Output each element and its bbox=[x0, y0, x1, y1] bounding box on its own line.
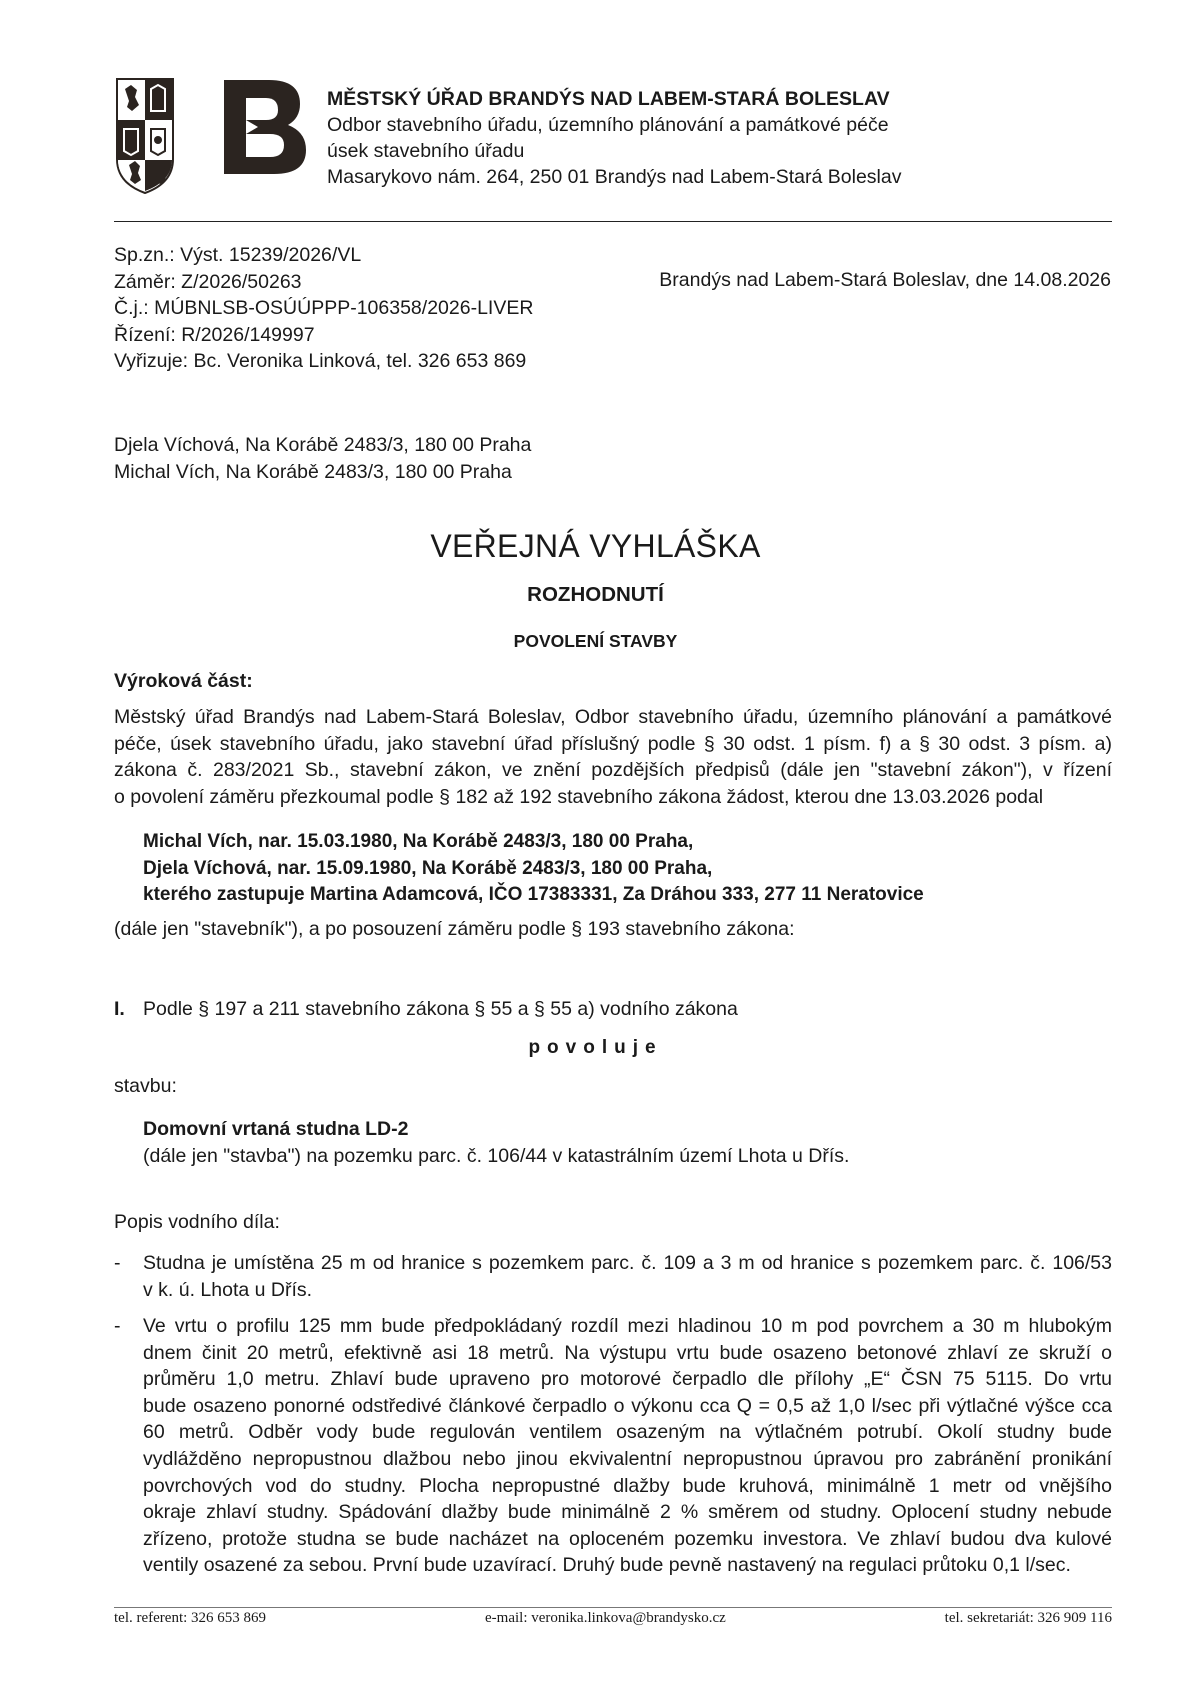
footer-secretariat-phone: tel. sekretariát: 326 909 116 bbox=[944, 1610, 1112, 1626]
list-line: vydlážděno nepropustnou dlažbou nebo jinou ekvivalentní nepropustnou úpravou pro zabránění pronikání bbox=[143, 1447, 1112, 1470]
list-line: dnem činit 20 metrů, efektivně asi 18 metrů. Na výstupu vrtu bude osazeno betonové zhlaví ze skruží o bbox=[143, 1341, 1112, 1364]
office-address: Masarykovo nám. 264, 250 01 Brandýs nad Labem-Stará Boleslav bbox=[327, 166, 902, 188]
document-title: VEŘEJNÁ VYHLÁŠKA bbox=[430, 528, 761, 564]
decision-heading: ROZHODNUTÍ bbox=[527, 583, 664, 606]
list-line: okraje zhlaví studny. Spádování dlažby bude minimálně 2 % směrem od studny. Oplocení studny nebude bbox=[143, 1501, 1112, 1524]
list-line: 60 metrů. Odběr vody bude regulován ventilem osazeným na výtlačném potrubí. Okolí studny bude bbox=[143, 1421, 1112, 1444]
point-number: I. bbox=[114, 998, 125, 1020]
recipient: Michal Vích, Na Korábě 2483/3, 180 00 Praha bbox=[114, 461, 512, 483]
list-bullet: - bbox=[114, 1252, 121, 1274]
footer-referent-phone: tel. referent: 326 653 869 bbox=[114, 1610, 267, 1626]
decision-point bbox=[114, 998, 738, 1021]
description-label: Popis vodního díla: bbox=[114, 1211, 280, 1233]
building-block bbox=[143, 1116, 849, 1170]
applicant-representative: kterého zastupuje Martina Adamcová, IČO 17383331, Za Dráhou 333, 277 11 Neratovice bbox=[143, 884, 924, 906]
list-item bbox=[114, 1250, 1112, 1303]
office-header bbox=[327, 86, 902, 190]
project-number: Záměr: Z/2026/50263 bbox=[114, 270, 302, 293]
list-line: zřízeno, protože studna se bude nacházet na oploceném pozemku investora. Ve zhlaví budou dva kulové bbox=[143, 1527, 1112, 1550]
paragraph-line: zákona č. 283/2021 Sb., stavební zákon, ve znění pozdějších předpisů (dále jen "stavební zákon"), v řízení bbox=[114, 759, 1112, 782]
issue-date: Brandýs nad Labem-Stará Boleslav, dne 14.08.2026 bbox=[659, 269, 1111, 291]
applicant-list bbox=[143, 829, 924, 909]
permits-verb: povoluje bbox=[528, 1037, 663, 1058]
list-line: ventily osazené za sebou. První bude uzavírací. Druhý bude pevně nastavený na regulaci průtoku 0,1 l/sec. bbox=[143, 1554, 1071, 1577]
applicant: Djela Víchová, nar. 15.09.1980, Na Korábě 2483/3, 180 00 Praha, bbox=[143, 857, 713, 879]
file-mark: Sp.zn.: Výst. 15239/2026/VL bbox=[114, 244, 362, 266]
list-line: v k. ú. Lhota u Dřís. bbox=[143, 1278, 313, 1301]
footer-divider bbox=[114, 1607, 1112, 1608]
file-reference-block bbox=[114, 242, 533, 375]
footer-email: e-mail: veronika.linkova@brandysko.cz bbox=[485, 1610, 726, 1626]
office-name: MĚSTSKÝ ÚŘAD BRANDÝS NAD LABEM-STARÁ BOLESLAV bbox=[327, 88, 890, 110]
reference-number: Č.j.: MÚBNLSB-OSÚÚPPP-106358/2026-LIVER bbox=[114, 297, 534, 320]
paragraph-line: péče, úsek stavebního úřadu, jako stavební úřad příslušný podle § 30 odst. 1 písm. f) a § 30 odst. 3 písm. a) bbox=[114, 732, 1112, 755]
building-name: Domovní vrtaná studna LD-2 bbox=[143, 1118, 409, 1140]
handled-by: Vyřizuje: Bc. Veronika Linková, tel. 326 653 869 bbox=[114, 350, 527, 373]
department-section: úsek stavebního úřadu bbox=[327, 140, 525, 162]
applicant-definition: (dále jen "stavebník"), a po posouzení záměru podle § 193 stavebního zákona: bbox=[114, 918, 795, 940]
point-text: Podle § 197 a 211 stavebního zákona § 55 a § 55 a) vodního zákona bbox=[143, 998, 738, 1020]
proceeding-number: Řízení: R/2026/149997 bbox=[114, 323, 315, 346]
list-line: průměru 1,0 metru. Zhlaví bude upraveno pro motorové čerpadlo dle přílohy „E“ ČSN 75 5115. Do vrtu bbox=[143, 1368, 1112, 1391]
intro-paragraph bbox=[114, 704, 1112, 810]
list-line: Ve vrtu o profilu 125 mm bude předpokládaný rozdíl mezi hladinou 10 m pod povrchem a 30 m hlubokým bbox=[143, 1315, 1112, 1337]
paragraph-line: o povolení záměru přezkoumal podle § 182 až 192 stavebního zákona žádost, kterou dne 13.03.2026 podal bbox=[114, 785, 1044, 808]
applicant: Michal Vích, nar. 15.03.1980, Na Korábě 2483/3, 180 00 Praha, bbox=[143, 831, 694, 852]
paragraph-line: Městský úřad Brandýs nad Labem-Stará Boleslav, Odbor stavebního úřadu, územního plánování a památkové bbox=[114, 706, 1112, 728]
section-label: Výroková část: bbox=[114, 670, 253, 692]
city-coat-of-arms-icon bbox=[115, 77, 175, 195]
permit-heading: POVOLENÍ STAVBY bbox=[513, 631, 678, 651]
object-label: stavbu: bbox=[114, 1075, 177, 1097]
recipient-list bbox=[114, 432, 531, 486]
recipient: Djela Víchová, Na Korábě 2483/3, 180 00 Praha bbox=[114, 434, 532, 456]
list-bullet: - bbox=[114, 1315, 121, 1337]
list-item bbox=[114, 1313, 1112, 1579]
building-location: (dále jen "stavba") na pozemku parc. č. 106/44 v katastrálním území Lhota u Dřís. bbox=[143, 1145, 850, 1167]
city-brand-logo bbox=[224, 80, 306, 174]
list-line: povrchových vod do studny. Plocha nepropustné dlažby bude kruhová, minimálně 1 metr od vnějšího bbox=[143, 1474, 1112, 1497]
header-divider bbox=[114, 221, 1112, 222]
list-line: bude osazeno ponorné odstředivé článkové čerpadlo o výkonu cca Q = 0,5 až 1,0 l/sec při výtlačné výšce cca bbox=[143, 1394, 1112, 1417]
department-name: Odbor stavebního úřadu, územního plánování a památkové péče bbox=[327, 114, 889, 136]
list-line: Studna je umístěna 25 m od hranice s pozemkem parc. č. 109 a 3 m od hranice s pozemkem parc. č. 106/53 bbox=[143, 1252, 1112, 1274]
